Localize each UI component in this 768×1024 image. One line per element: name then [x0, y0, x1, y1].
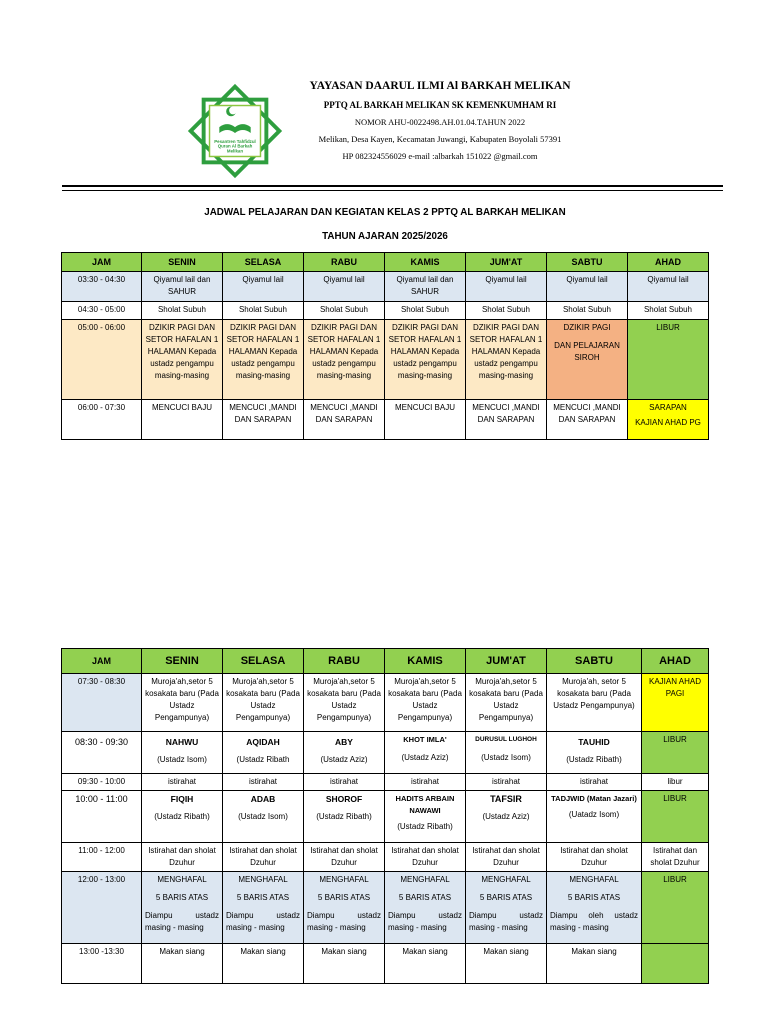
activity-cell — [142, 872, 223, 944]
subject-name: SHOROF — [325, 794, 363, 804]
activity-cell: LIBUR — [628, 320, 709, 400]
activity-cell: DZIKIR PAGI DAN SETOR HAFALAN 1 HALAMAN Kepada ustadz pengampu masing-masing — [304, 320, 385, 400]
table-row — [62, 320, 709, 400]
activity-cell — [304, 872, 385, 944]
document-title: JADWAL PELAJARAN DAN KEGIATAN KELAS 2 PPTQ AL BARKAH MELIKAN — [204, 207, 566, 218]
activity-cell: Istirahat dan sholat Dzuhur — [304, 843, 385, 872]
svg-text:Melikan: Melikan — [226, 148, 244, 154]
activity-note: Diampu ustadz masing - masing — [388, 911, 462, 932]
activity-cell: Istirahat dan sholat Dzuhur — [547, 843, 642, 872]
time-cell: 09:30 - 10:00 — [62, 774, 142, 791]
activity-cell: Istirahat dan sholat Dzuhur — [223, 843, 304, 872]
activity-cell: MENCUCI ,MANDI DAN SARAPAN — [466, 400, 547, 440]
activity-cell: istirahat — [547, 774, 642, 791]
academic-year: TAHUN AJARAN 2025/2026 — [322, 231, 448, 242]
activity-cell: istirahat — [466, 774, 547, 791]
foundation-name: YAYASAN DAARUL ILMI Al BARKAH MELIKAN — [309, 80, 571, 92]
activity-cell: Makan siang — [385, 944, 466, 984]
time-cell: 03:30 - 04:30 — [62, 272, 142, 302]
activity-cell: Sholat Subuh — [385, 302, 466, 320]
activity-title: MENGHAFAL — [157, 875, 207, 884]
activity-cell: LIBUR — [642, 732, 709, 774]
time-cell: 06:00 - 07:30 — [62, 400, 142, 440]
teacher-name: (Ustadz Ribath) — [397, 822, 453, 831]
table-row — [62, 302, 709, 320]
activity-text: KAJIAN AHAD PG — [635, 418, 701, 427]
teacher-name: (Ustadz Isom) — [157, 755, 207, 764]
activity-cell: Istirahat dan sholat Dzuhur — [466, 843, 547, 872]
activity-cell: Sholat Subuh — [628, 302, 709, 320]
col-header: RABU — [304, 649, 385, 674]
activity-cell: MENCUCI BAJU — [142, 400, 223, 440]
subject-name: ABY — [335, 737, 353, 747]
activity-cell: Istirahat dan sholat Dzuhur — [385, 843, 466, 872]
teacher-name: (Ustadz Ribath) — [154, 812, 210, 821]
activity-note: Diampu oleh ustadz masing - masing — [550, 911, 638, 932]
subject-cell — [304, 732, 385, 774]
activity-cell — [466, 872, 547, 944]
subject-cell — [547, 791, 642, 843]
activity-text: DZIKIR PAGI — [563, 323, 611, 332]
activity-cell: Makan siang — [466, 944, 547, 984]
table-header-row — [62, 649, 709, 674]
activity-sub: 5 BARIS ATAS — [317, 893, 371, 902]
activity-cell: Istirahat dan sholat Dzuhur — [142, 843, 223, 872]
table-row — [62, 944, 709, 984]
activity-title: MENGHAFAL — [569, 875, 619, 884]
activity-cell: istirahat — [304, 774, 385, 791]
activity-cell: Qiyamul lail dan SAHUR — [142, 272, 223, 302]
table-header-row — [62, 253, 709, 272]
table-row — [62, 791, 709, 843]
subject-name: DURUSUL LUGHOH — [475, 736, 537, 743]
activity-title: MENGHAFAL — [481, 875, 531, 884]
activity-note: Diampu ustadz masing - masing — [469, 911, 543, 932]
col-header: SENIN — [142, 649, 223, 674]
activity-cell: istirahat — [223, 774, 304, 791]
activity-cell — [223, 872, 304, 944]
col-header: JAM — [62, 649, 142, 674]
activity-cell: Muroja'ah,setor 5 kosakata baru (Pada Ustadz Pengampunya) — [385, 674, 466, 732]
schedule-table-daytime — [61, 648, 709, 984]
registration-number: NOMOR AHU-0022498.AH.01.04.TAHUN 2022 — [354, 117, 526, 127]
subject-name: FIQIH — [170, 794, 194, 804]
col-header: SABTU — [547, 253, 628, 272]
subject-cell — [466, 791, 547, 843]
subject-cell — [142, 732, 223, 774]
contact: HP 082324556029 e-mail :albarkah 151022 @gmail.com — [342, 151, 538, 161]
time-cell: 08:30 - 09:30 — [62, 732, 142, 774]
teacher-name: (Ustadz Ribath) — [316, 812, 372, 821]
subject-cell — [466, 732, 547, 774]
subject-name: TAUHID — [578, 737, 610, 747]
activity-cell — [547, 872, 642, 944]
time-cell: 07:30 - 08:30 — [62, 674, 142, 732]
letterhead — [290, 80, 590, 161]
activity-cell — [547, 320, 628, 400]
svg-text:Pesantren Tahfidzul: Pesantren Tahfidzul — [214, 138, 256, 144]
col-header: RABU — [304, 253, 385, 272]
time-cell: 05:00 - 06:00 — [62, 320, 142, 400]
activity-sub: 5 BARIS ATAS — [479, 893, 533, 902]
schedule-table-morning — [61, 252, 709, 440]
activity-cell: istirahat — [142, 774, 223, 791]
time-cell: 11:00 - 12:00 — [62, 843, 142, 872]
activity-sub: 5 BARIS ATAS — [236, 893, 290, 902]
activity-cell: Sholat Subuh — [466, 302, 547, 320]
subject-cell — [223, 791, 304, 843]
teacher-name: (Ustadz Aziz) — [482, 812, 530, 821]
activity-cell: Qiyamul lail — [628, 272, 709, 302]
activity-cell: Makan siang — [547, 944, 642, 984]
teacher-name: (Ustadz Isom) — [481, 753, 531, 762]
col-header: AHAD — [642, 649, 709, 674]
time-cell: 12:00 - 13:00 — [62, 872, 142, 944]
subject-name: ADAB — [250, 794, 276, 804]
activity-cell: Sholat Subuh — [304, 302, 385, 320]
activity-cell: KAJIAN AHAD PAGI — [642, 674, 709, 732]
subject-name: HADITS ARBAIN NAWAWI — [395, 794, 455, 815]
subject-name: NAHWU — [165, 737, 199, 747]
activity-cell: Qiyamul lail — [304, 272, 385, 302]
table-row — [62, 843, 709, 872]
activity-cell: DZIKIR PAGI DAN SETOR HAFALAN 1 HALAMAN Kepada ustadz pengampu masing-masing — [142, 320, 223, 400]
activity-cell: Qiyamul lail — [223, 272, 304, 302]
col-header: KAMIS — [385, 649, 466, 674]
activity-note: Diampu ustadz masing - masing — [145, 911, 219, 932]
activity-cell: MENCUCI ,MANDI DAN SARAPAN — [547, 400, 628, 440]
header-rule-thin — [62, 190, 723, 191]
subject-name: AQIDAH — [246, 737, 280, 747]
col-header: JUM'AT — [466, 649, 547, 674]
table-row — [62, 674, 709, 732]
subject-cell — [385, 791, 466, 843]
activity-cell: Muroja'ah,setor 5 kosakata baru (Pada Ustadz Pengampunya) — [142, 674, 223, 732]
time-cell: 04:30 - 05:00 — [62, 302, 142, 320]
subject-cell — [385, 732, 466, 774]
teacher-name: (Ustadz Ribath — [236, 755, 290, 764]
table-row — [62, 774, 709, 791]
activity-cell: Muroja'ah,setor 5 kosakata baru (Pada Ustadz Pengampunya) — [304, 674, 385, 732]
time-cell: 13:00 -13:30 — [62, 944, 142, 984]
activity-cell: Makan siang — [142, 944, 223, 984]
teacher-name: (Ustadz Isom) — [238, 812, 288, 821]
activity-cell: DZIKIR PAGI DAN SETOR HAFALAN 1 HALAMAN Kepada ustadz pengampu masing-masing — [223, 320, 304, 400]
teacher-name: (Ustadz Aziz) — [401, 753, 449, 762]
col-header: SABTU — [547, 649, 642, 674]
activity-cell: istirahat — [385, 774, 466, 791]
activity-cell: Qiyamul lail — [547, 272, 628, 302]
table-row — [62, 400, 709, 440]
activity-cell: Makan siang — [304, 944, 385, 984]
school-name: PPTQ AL BARKAH MELIKAN SK KEMENKUMHAM RI — [323, 100, 557, 110]
activity-cell: DZIKIR PAGI DAN SETOR HAFALAN 1 HALAMAN Kepada ustadz pengampu masing-masing — [466, 320, 547, 400]
activity-cell: LIBUR — [642, 872, 709, 944]
activity-cell: Qiyamul lail dan SAHUR — [385, 272, 466, 302]
activity-cell: Muroja'ah, setor 5 kosakata baru (Pada Ustadz Pengampunya) — [547, 674, 642, 732]
subject-cell — [223, 732, 304, 774]
col-header: SELASA — [223, 649, 304, 674]
activity-text: SARAPAN — [649, 403, 687, 412]
activity-cell: Sholat Subuh — [223, 302, 304, 320]
address: Melikan, Desa Kayen, Kecamatan Juwangi, Kabupaten Boyolali 57391 — [318, 134, 562, 144]
table-row — [62, 732, 709, 774]
activity-text: DAN PELAJARAN SIROH — [554, 341, 620, 362]
activity-cell: Muroja'ah,setor 5 kosakata baru (Pada Ustadz Pengampunya) — [223, 674, 304, 732]
svg-text:Quran Al Barkah: Quran Al Barkah — [217, 143, 253, 149]
header-rule — [62, 185, 723, 187]
activity-title: MENGHAFAL — [238, 875, 288, 884]
time-cell: 10:00 - 11:00 — [62, 791, 142, 843]
activity-cell: Sholat Subuh — [142, 302, 223, 320]
institution-logo — [186, 82, 284, 180]
activity-cell: MENCUCI ,MANDI DAN SARAPAN — [223, 400, 304, 440]
col-header: KAMIS — [385, 253, 466, 272]
activity-note: Diampu ustadz masing - masing — [307, 911, 381, 932]
subject-name: KHOT IMLA' — [403, 735, 447, 744]
activity-cell: LIBUR — [642, 791, 709, 843]
activity-cell: DZIKIR PAGI DAN SETOR HAFALAN 1 HALAMAN Kepada ustadz pengampu masing-masing — [385, 320, 466, 400]
activity-note: Diampu ustadz masing - masing — [226, 911, 300, 932]
subject-cell — [547, 732, 642, 774]
col-header: AHAD — [628, 253, 709, 272]
subject-cell — [304, 791, 385, 843]
table-row — [62, 872, 709, 944]
activity-cell: MENCUCI ,MANDI DAN SARAPAN — [304, 400, 385, 440]
activity-cell — [385, 872, 466, 944]
activity-cell: Sholat Subuh — [547, 302, 628, 320]
activity-cell: libur — [642, 774, 709, 791]
activity-cell: Istirahat dan sholat Dzuhur — [642, 843, 709, 872]
activity-title: MENGHAFAL — [400, 875, 450, 884]
activity-sub: 5 BARIS ATAS — [155, 893, 209, 902]
subject-cell — [142, 791, 223, 843]
activity-sub: 5 BARIS ATAS — [567, 893, 621, 902]
activity-cell: Makan siang — [223, 944, 304, 984]
col-header: SENIN — [142, 253, 223, 272]
col-header: JUM'AT — [466, 253, 547, 272]
activity-cell: Qiyamul lail — [466, 272, 547, 302]
activity-cell — [628, 400, 709, 440]
col-header: JAM — [62, 253, 142, 272]
activity-cell: MENCUCI BAJU — [385, 400, 466, 440]
subject-name: TADJWID (Matan Jazari) — [551, 794, 637, 803]
table-row — [62, 272, 709, 302]
teacher-name: (Uatadz Isom) — [568, 810, 620, 819]
subject-name: TAFSIR — [490, 794, 522, 804]
activity-title: MENGHAFAL — [319, 875, 369, 884]
teacher-name: (Ustadz Aziz) — [320, 755, 368, 764]
activity-sub: 5 BARIS ATAS — [398, 893, 452, 902]
col-header: SELASA — [223, 253, 304, 272]
activity-cell — [642, 944, 709, 984]
teacher-name: (Ustadz Ribath) — [566, 755, 622, 764]
activity-cell: Muroja'ah,setor 5 kosakata baru (Pada Ustadz Pengampunya) — [466, 674, 547, 732]
